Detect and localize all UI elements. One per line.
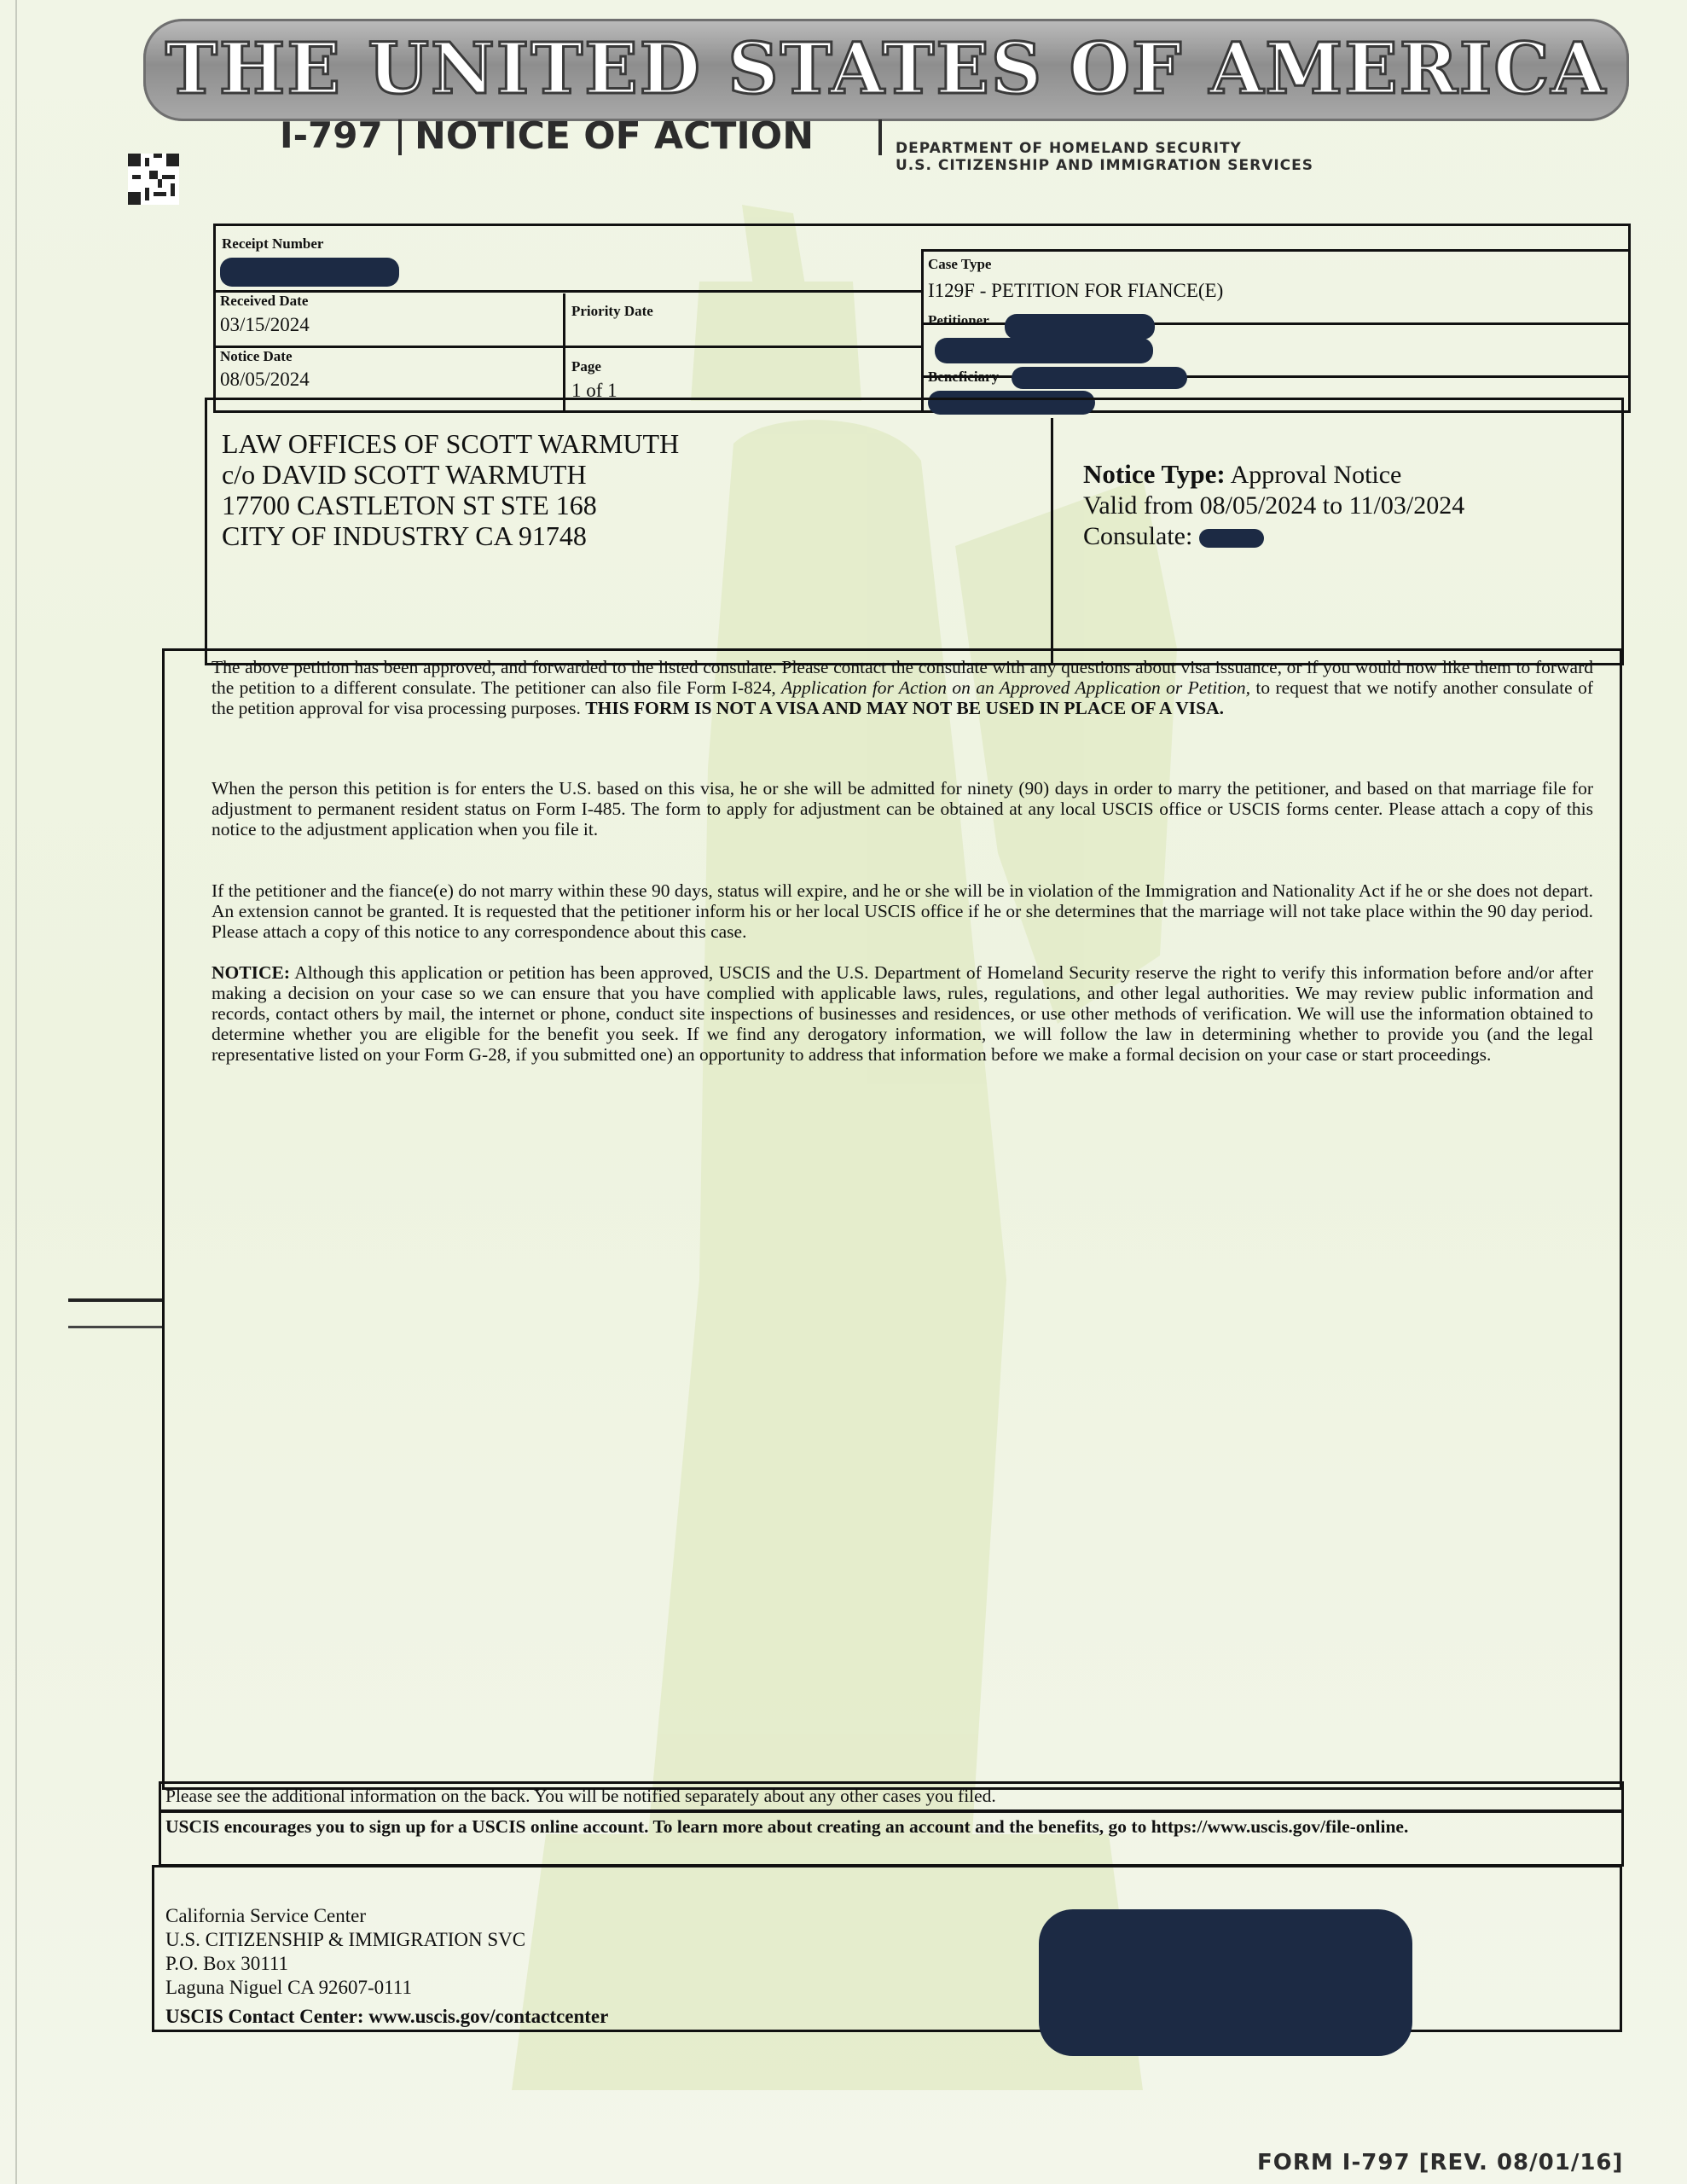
contact-center-line: USCIS Contact Center: www.uscis.gov/contactcenter: [165, 2006, 609, 2027]
banner-title: THE UNITED STATES OF AMERICA: [165, 28, 1608, 110]
notice-date-value: 08/05/2024: [220, 369, 310, 390]
consulate-redaction: [1199, 529, 1264, 548]
address-line: LAW OFFICES OF SCOTT WARMUTH: [222, 428, 680, 459]
agency-line: U.S. CITIZENSHIP AND IMMIGRATION SERVICES: [896, 157, 1314, 174]
additional-info-text: Please see the additional information on the back. You will be notified separately about any other cases you filed.: [165, 1786, 996, 1806]
paragraph-text: The above petition has been approved, and forwarded to the listed consulate. Please contact the consulate with any questions about visa issuance, or if you would now like them to forward the petition to a different consulate. The petitioner can also file Form I-824,: [212, 657, 1593, 698]
department-name: [896, 140, 1313, 174]
validity-line: Valid from 08/05/2024 to 11/03/2024: [1083, 491, 1465, 520]
barcode-icon: [128, 154, 179, 205]
notice-date-label: Notice Date: [220, 348, 293, 364]
notice-type-value: Approval Notice: [1230, 461, 1402, 489]
notice-type-label: Notice Type:: [1083, 459, 1226, 489]
page-value: 1 of 1: [571, 380, 617, 401]
margin-mark: [68, 1326, 162, 1328]
box-divider: [1051, 418, 1053, 665]
notice-type-line: [1083, 459, 1464, 491]
notice-label: NOTICE:: [212, 962, 290, 983]
notice-summary: [1083, 459, 1464, 552]
paragraph-text: Although this application or petition has been approved, USCIS and the U.S. Department of Homeland Security reserve the right to verify this information before and/or after making a decision on your case so we can ensure that you have complied with applicable laws, rules, regulations, and other legal authorities. We may review public information and records, contact others by mail, the internet or phone, conduct site inspections of businesses and residences, or use other methods of verification. We will use the information obtained to determine whether you are eligible for the benefit you seek. If we find any derogatory information, we will follow the law in determining whether to provide you (and the legal representative listed on your Form G-28, if you submitted one) an opportunity to address that information before we make a formal decision on your case or start proceedings.: [212, 962, 1593, 1065]
paragraph-text: to request that we notify another consulate of the petition approval for visa processing purposes.: [212, 677, 1593, 718]
priority-date-label: Priority Date: [571, 303, 653, 319]
form-title-italic: Application for Action on an Approved Application or Petition,: [781, 677, 1251, 698]
address-line: c/o DAVID SCOTT WARMUTH: [222, 459, 587, 490]
page-edge-line: [15, 0, 17, 2184]
table-divider: [563, 293, 565, 413]
petitioner-redaction: [935, 338, 1153, 363]
paragraph-admission: When the person this petition is for enters the U.S. based on this visa, he or she will be admitted for ninety (90) days in order to marry the petitioner, and based on that marriage file for adjustment to permanent resident status on Form I-485. The form to apply for adjustment can be obtained at any local USCIS office or USCIS forms center. Please attach a copy of this notice to the adjustment application when you file it.: [212, 778, 1593, 839]
consulate-label: Consulate:: [1083, 522, 1193, 550]
received-date-label: Received Date: [220, 293, 309, 309]
service-center-address: [165, 1904, 608, 2029]
paragraph-notice: [212, 962, 1593, 1065]
petitioner-redaction: [1005, 314, 1155, 340]
header-divider: [398, 119, 402, 155]
case-type-value: I129F - PETITION FOR FIANCE(E): [928, 280, 1224, 301]
service-center-line: P.O. Box 30111: [165, 1953, 288, 1974]
receipt-number-label: Receipt Number: [222, 235, 324, 252]
not-a-visa-warning: THIS FORM IS NOT A VISA AND MAY NOT BE USED IN PLACE OF A VISA.: [585, 698, 1224, 718]
department-line: DEPARTMENT OF HOMELAND SECURITY: [896, 140, 1242, 157]
table-divider: [921, 249, 924, 413]
table-divider: [213, 290, 921, 293]
table-divider: [213, 346, 921, 348]
form-number: I-797: [280, 114, 383, 156]
service-center-line: California Service Center: [165, 1905, 367, 1926]
table-divider: [921, 249, 1631, 252]
service-center-line: U.S. CITIZENSHIP & IMMIGRATION SVC: [165, 1929, 526, 1950]
case-type-label: Case Type: [928, 256, 992, 272]
notice-title: NOTICE OF ACTION: [415, 114, 815, 158]
service-center-line: Laguna Niguel CA 92607-0111: [165, 1977, 412, 1998]
received-date-value: 03/15/2024: [220, 314, 310, 335]
petitioner-label: Petitioner: [928, 312, 989, 328]
margin-mark: [68, 1298, 162, 1302]
beneficiary-redaction: [1012, 367, 1187, 389]
header-divider: [878, 119, 882, 155]
consulate-line: [1083, 521, 1464, 552]
page-label: Page: [571, 358, 601, 375]
paragraph-approval: [212, 657, 1593, 718]
form-revision: FORM I-797 [REV. 08/01/16]: [1257, 2150, 1624, 2175]
mailing-address: [222, 428, 679, 551]
address-block-redaction: [1039, 1909, 1412, 2056]
receipt-number-redaction: [220, 258, 399, 287]
address-line: CITY OF INDUSTRY CA 91748: [222, 520, 587, 551]
paragraph-expiration: If the petitioner and the fiance(e) do not marry within these 90 days, status will expire, and he or she will be in violation of the Immigration and Nationality Act if he or she does not depart. An extension cannot be granted. It is requested that the petitioner inform his or her local USCIS office if he or she determines that the marriage will not take place within the 90 day period. Please attach a copy of this notice to any correspondence about this case.: [212, 880, 1593, 942]
address-line: 17700 CASTLETON ST STE 168: [222, 490, 597, 520]
online-account-text: USCIS encourages you to sign up for a USCIS online account. To learn more about creating an account and the benefits, go to https://www.uscis.gov/file-online.: [165, 1816, 1409, 1837]
beneficiary-label: Beneficiary: [928, 369, 1000, 385]
